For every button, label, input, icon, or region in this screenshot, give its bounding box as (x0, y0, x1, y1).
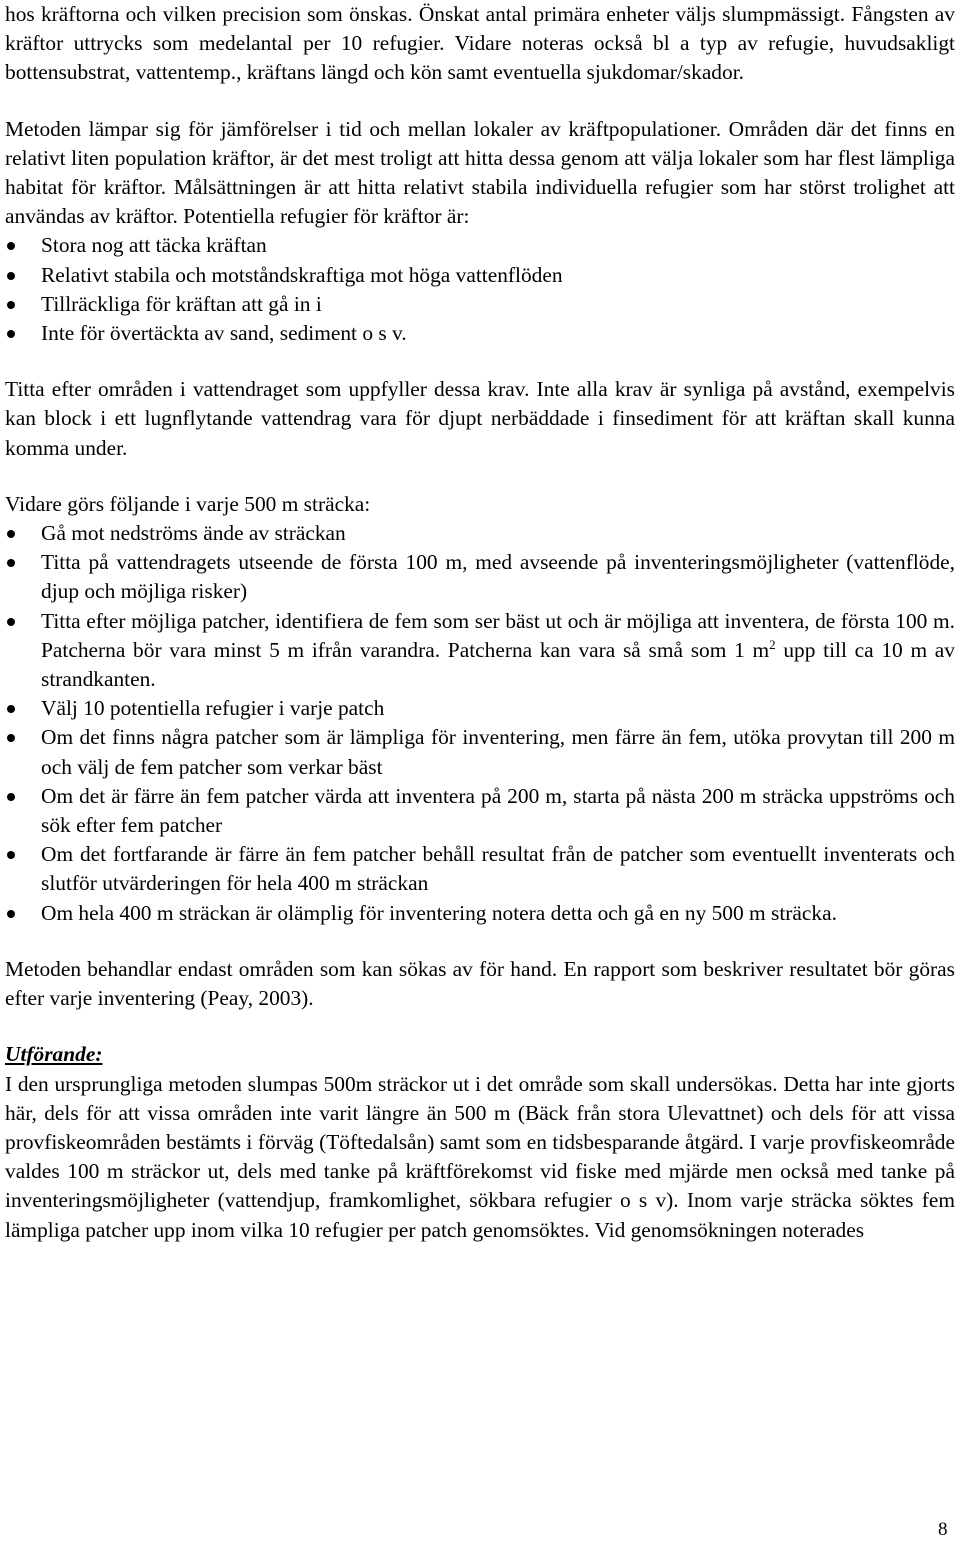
list-item: Om det fortfarande är färre än fem patcher behåll resultat från de patcher som eventuellt inventerats och slutför utvärderingen för hela 400 m sträckan (5, 840, 955, 898)
list-item: Inte för övertäckta av sand, sediment o s v. (5, 319, 955, 348)
procedure-steps-list (5, 519, 955, 928)
list-item: Relativt stabila och motståndskraftiga mot höga vattenflöden (5, 261, 955, 290)
list-item: Välj 10 potentiella refugier i varje patch (5, 694, 955, 723)
list-item: Stora nog att täcka kräftan (5, 231, 955, 260)
list-item (5, 607, 955, 695)
superscript: 2 (769, 636, 776, 652)
paragraph-intro: hos kräftorna och vilken precision som önskas. Önskat antal primära enheter väljs slumpmässigt. Fångsten av kräftor uttrycks som medelantal per 10 refugier. Vidare noteras också bl a typ av refugie, huvudsakligt bottensubstrat, vattentemp., kräftans längd och kön samt eventuella sjukdomar/skador. (5, 2, 955, 85)
paragraph-hand-search: Metoden behandlar endast områden som kan sökas av för hand. En rapport som beskriver resultatet bör göras efter varje inventering (Peay, 2003). (5, 956, 955, 1011)
list-item: Om det är färre än fem patcher värda att inventera på 200 m, starta på nästa 200 m sträcka uppströms och sök efter fem patcher (5, 782, 955, 840)
paragraph-search: Titta efter områden i vattendraget som uppfyller dessa krav. Inte alla krav är synliga på avstånd, exempelvis kan block i ett lugnflytande vattendrag vara för djupt nerbäddade i finsediment för att kräftan skall kunna komma under. (5, 377, 955, 460)
paragraph-execution: I den ursprungliga metoden slumpas 500m sträckor ut i det område som skall undersökas. Detta har inte gjorts här, dels för att vissa områden inte varit längre än 500 m (Bäck från stora Ulevattnet) och dels för att vissa provfiskeområden bestämts i förväg (Töftedalsån) samt som en tidsbesparande åtgärd. I varje provfiskeområde valdes 100 m sträckor ut, dels med tanke på kräftförekomst vid fiske med mjärde men också med tanke på inventeringsmöjligheter (vattendjup, framkomlighet, sökbara refugier o s v). Inom varje sträcka söktes fem lämpliga patcher upp inom vilka 10 refugier per patch genomsöktes. Vid genomsökningen noterades (5, 1071, 955, 1242)
paragraph-method: Metoden lämpar sig för jämförelser i tid och mellan lokaler av kräftpopulationer. Områden där det finns en relativt liten population kräftor, är det mest troligt att hitta dessa genom att välja lokaler som har flest lämpliga habitat för kräftor. Målsättningen är att hitta relativt stabila individuella refugier som har störst trolighet att användas av kräftor. Potentiella refugier för kräftor är: (5, 116, 955, 229)
list-item: Titta på vattendragets utseende de första 100 m, med avseende på inventeringsmöjligheter (vattenflöde, djup och möjliga risker) (5, 548, 955, 606)
section-heading: Utförande: (5, 1042, 103, 1067)
list-item: Om det finns några patcher som är lämpliga för inventering, men färre än fem, utöka provytan till 200 m och välj de fem patcher som verkar bäst (5, 723, 955, 781)
page-number: 8 (938, 1519, 948, 1540)
list-item-text: Titta efter möjliga patcher, identifiera de fem som ser bäst ut och är möjliga att inventera, de första 100 m. Patcherna bör vara minst 5 m ifrån varandra. Patcherna kan vara så små som 1 m (41, 608, 955, 662)
list-item-text: upp till ca 10 m av strandkanten. (41, 637, 955, 692)
document-page (5, 0, 955, 1245)
list-item: Om hela 400 m sträckan är olämplig för inventering notera detta och gå en ny 500 m sträcka. (5, 899, 955, 928)
refuge-criteria-list (5, 231, 955, 348)
list-item: Tillräckliga för kräftan att gå in i (5, 290, 955, 319)
paragraph-further: Vidare görs följande i varje 500 m sträcka: (5, 491, 371, 516)
list-item: Gå mot nedströms ände av sträckan (5, 519, 955, 548)
